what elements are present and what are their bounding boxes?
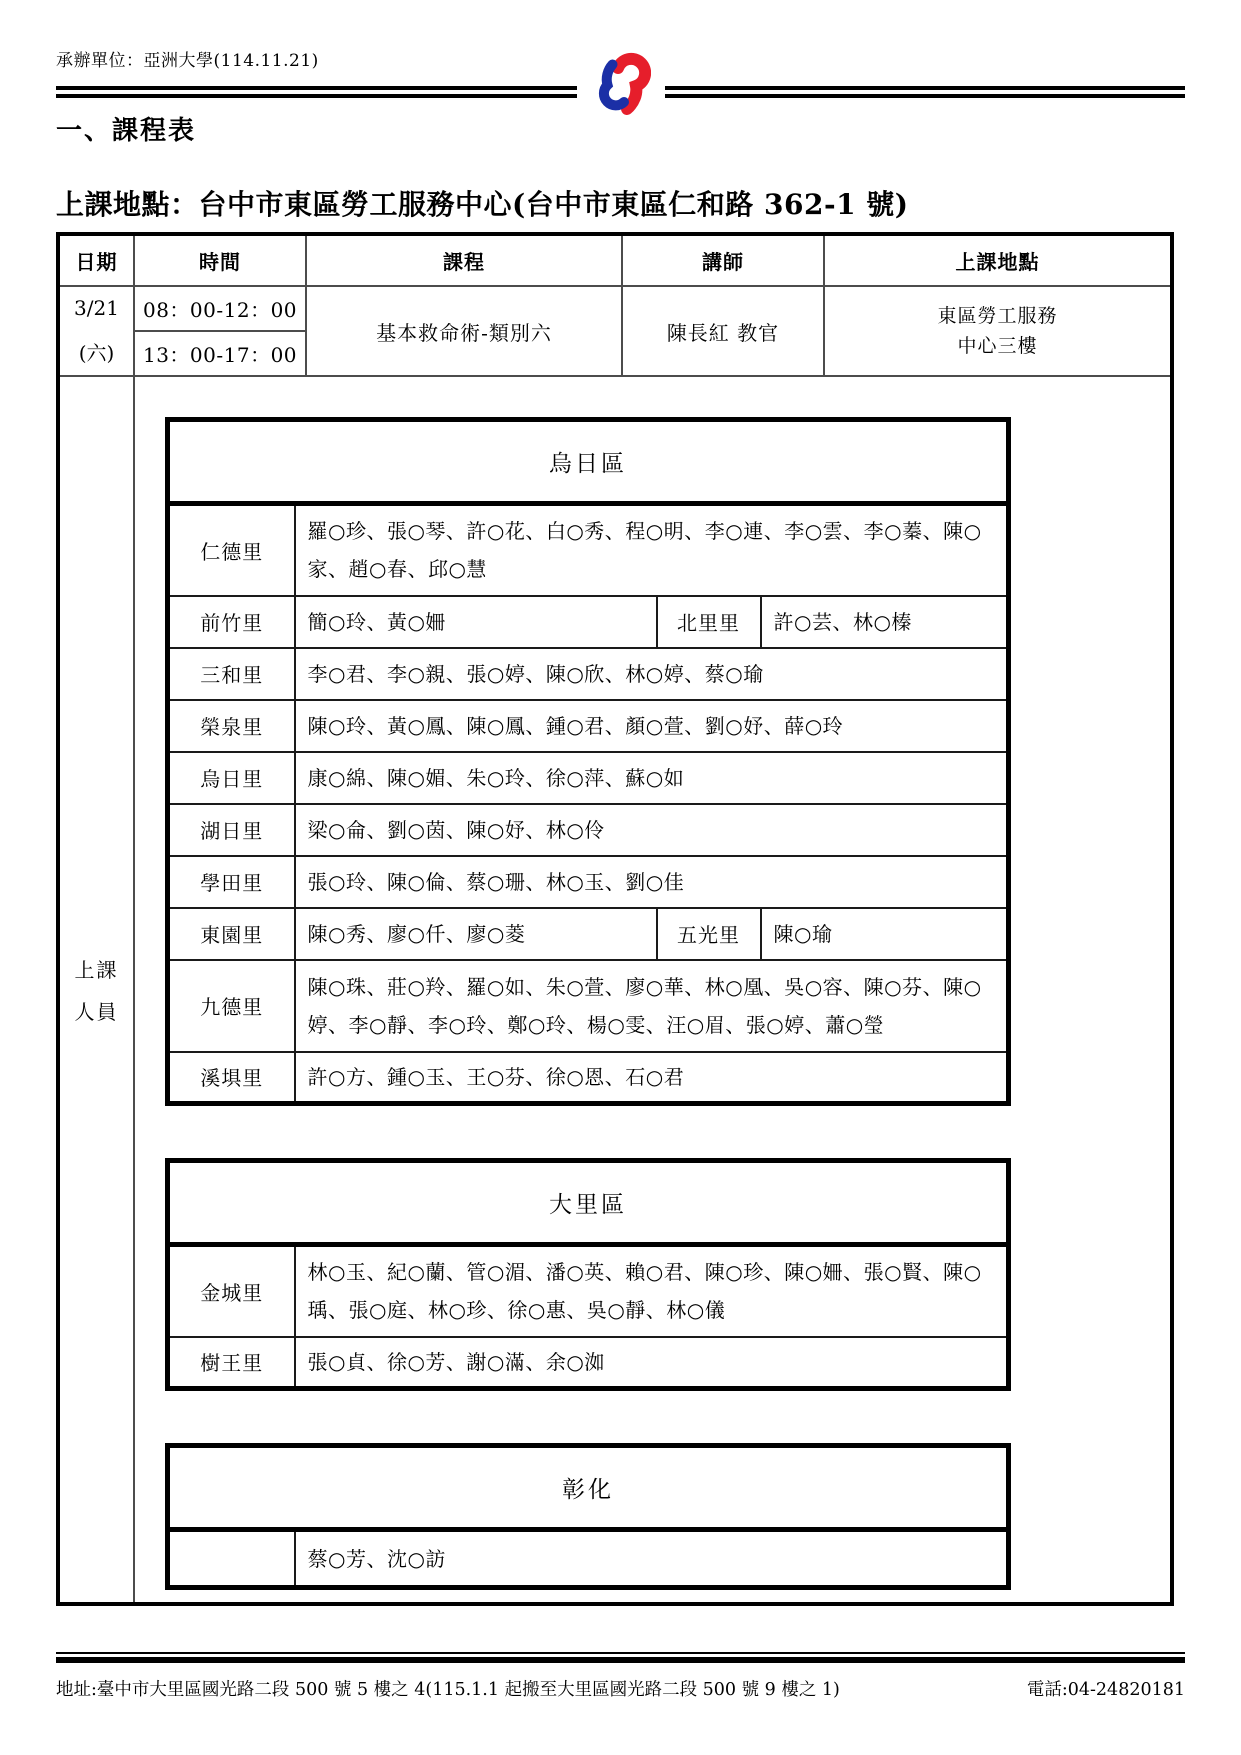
table-row [168,752,1009,804]
table-row [168,1530,1009,1588]
village-name: 五光里 [657,908,761,960]
table-row [168,908,1009,960]
header-divider-area [56,86,1185,98]
date-cell [58,286,134,376]
attendee-names: 陳○玲、黃○鳳、陳○鳳、鍾○君、顏○萱、劉○妤、薛○玲 [295,700,1009,752]
attendees-label-cell [58,376,134,1604]
table-row [168,1337,1009,1389]
page-title: 一、課程表 [56,116,197,146]
group-title-changhua: 彰化 [168,1446,1009,1530]
col-header-instructor: 講師 [622,234,824,286]
weekday-value: (六) [78,340,115,365]
attendee-names: 林○玉、紀○蘭、管○湄、潘○英、賴○君、陳○珍、陳○姍、張○賢、陳○瑀、張○庭、林○珍、徐○惠、吳○靜、林○儀 [295,1245,1009,1337]
class-location-line1: 東區勞工服務 [937,304,1058,327]
village-name: 湖日里 [168,804,295,856]
footer [56,1676,1185,1701]
village-name: 前竹里 [168,596,295,648]
attendee-names: 蔡○芳、沈○訪 [295,1530,1009,1588]
course-name-cell: 基本救命術-類別六 [306,286,622,376]
table-row [168,804,1009,856]
group-table-wuri [165,417,1011,1106]
table-row [168,700,1009,752]
table-row [168,596,1009,648]
village-name: 仁德里 [168,504,295,596]
attendee-names: 陳○珠、莊○羚、羅○如、朱○萱、廖○華、林○凰、吳○容、陳○芬、陳○婷、李○靜、李○玲、鄭○玲、楊○雯、汪○眉、張○婷、蕭○瑩 [295,960,1009,1052]
col-header-course: 課程 [306,234,622,286]
time-afternoon-cell: 13：00-17：00 [134,331,306,376]
table-row [168,648,1009,700]
attendee-names: 陳○秀、廖○仟、廖○菱 [295,908,657,960]
table-row [168,1245,1009,1337]
attendee-names: 許○芸、林○榛 [761,596,1009,648]
attendee-names: 羅○珍、張○琴、許○花、白○秀、程○明、李○連、李○雲、李○蓁、陳○家、趙○春、邱○慧 [295,504,1009,596]
village-name: 榮泉里 [168,700,295,752]
location-heading: 上課地點：台中市東區勞工服務中心(台中市東區仁和路 362-1 號) [56,188,909,221]
course-table [56,232,1174,1606]
class-location-cell [824,286,1172,376]
group-title-row [168,1161,1009,1245]
village-name: 九德里 [168,960,295,1052]
course-row-morning [58,286,1172,331]
attendee-names: 梁○侖、劉○茵、陳○妤、林○伶 [295,804,1009,856]
attendee-names: 李○君、李○親、張○婷、陳○欣、林○婷、蔡○瑜 [295,648,1009,700]
village-name: 樹王里 [168,1337,295,1389]
attendee-names: 張○貞、徐○芳、謝○滿、余○洳 [295,1337,1009,1389]
footer-address: 地址:臺中市大里區國光路二段 500 號 5 樓之 4(115.1.1 起搬至大里區國光路二段 500 號 9 樓之 1) [56,1680,840,1700]
group-title-row [168,420,1009,504]
village-name: 北里里 [657,596,761,648]
attendee-names: 簡○玲、黃○姍 [295,596,657,648]
attendee-names: 康○綿、陳○媚、朱○玲、徐○萍、蘇○如 [295,752,1009,804]
village-name: 溪埧里 [168,1052,295,1104]
table-row [168,1052,1009,1104]
attendee-names: 許○方、鍾○玉、王○芬、徐○恩、石○君 [295,1052,1009,1104]
village-name: 烏日里 [168,752,295,804]
village-name: 東園里 [168,908,295,960]
organizer-text: 承辦單位：亞洲大學(114.11.21) [56,51,319,71]
group-title-row [168,1446,1009,1530]
table-row [168,504,1009,596]
logo-swirl-icon [591,52,651,118]
table-row [168,960,1009,1052]
village-name [168,1530,295,1588]
footer-phone: 電話:04-24820181 [1026,1680,1185,1700]
time-morning-cell: 08：00-12：00 [134,286,306,331]
group-title-dali: 大里區 [168,1161,1009,1245]
village-name: 金城里 [168,1245,295,1337]
group-title-wuri: 烏日區 [168,420,1009,504]
col-header-date: 日期 [58,234,134,286]
table-row [168,856,1009,908]
attendee-names: 陳○瑜 [761,908,1009,960]
attendees-groups-cell [134,376,1172,1604]
table-header-row [58,234,1172,286]
attendee-names: 張○玲、陳○倫、蔡○珊、林○玉、劉○佳 [295,856,1009,908]
group-table-changhua [165,1443,1011,1590]
col-header-time: 時間 [134,234,306,286]
village-name: 學田里 [168,856,295,908]
attendees-label-line2: 人員 [74,1000,119,1024]
attendees-label-line1: 上課 [74,958,119,982]
asia-university-logo [577,52,665,122]
class-location-line2: 中心三樓 [957,335,1038,357]
village-name: 三和里 [168,648,295,700]
footer-divider [56,1652,1185,1663]
date-value: 3/21 [74,296,119,321]
attendees-row [58,376,1172,1604]
col-header-location: 上課地點 [824,234,1172,286]
instructor-cell: 陳長紅 教官 [622,286,824,376]
group-table-dali [165,1158,1011,1391]
